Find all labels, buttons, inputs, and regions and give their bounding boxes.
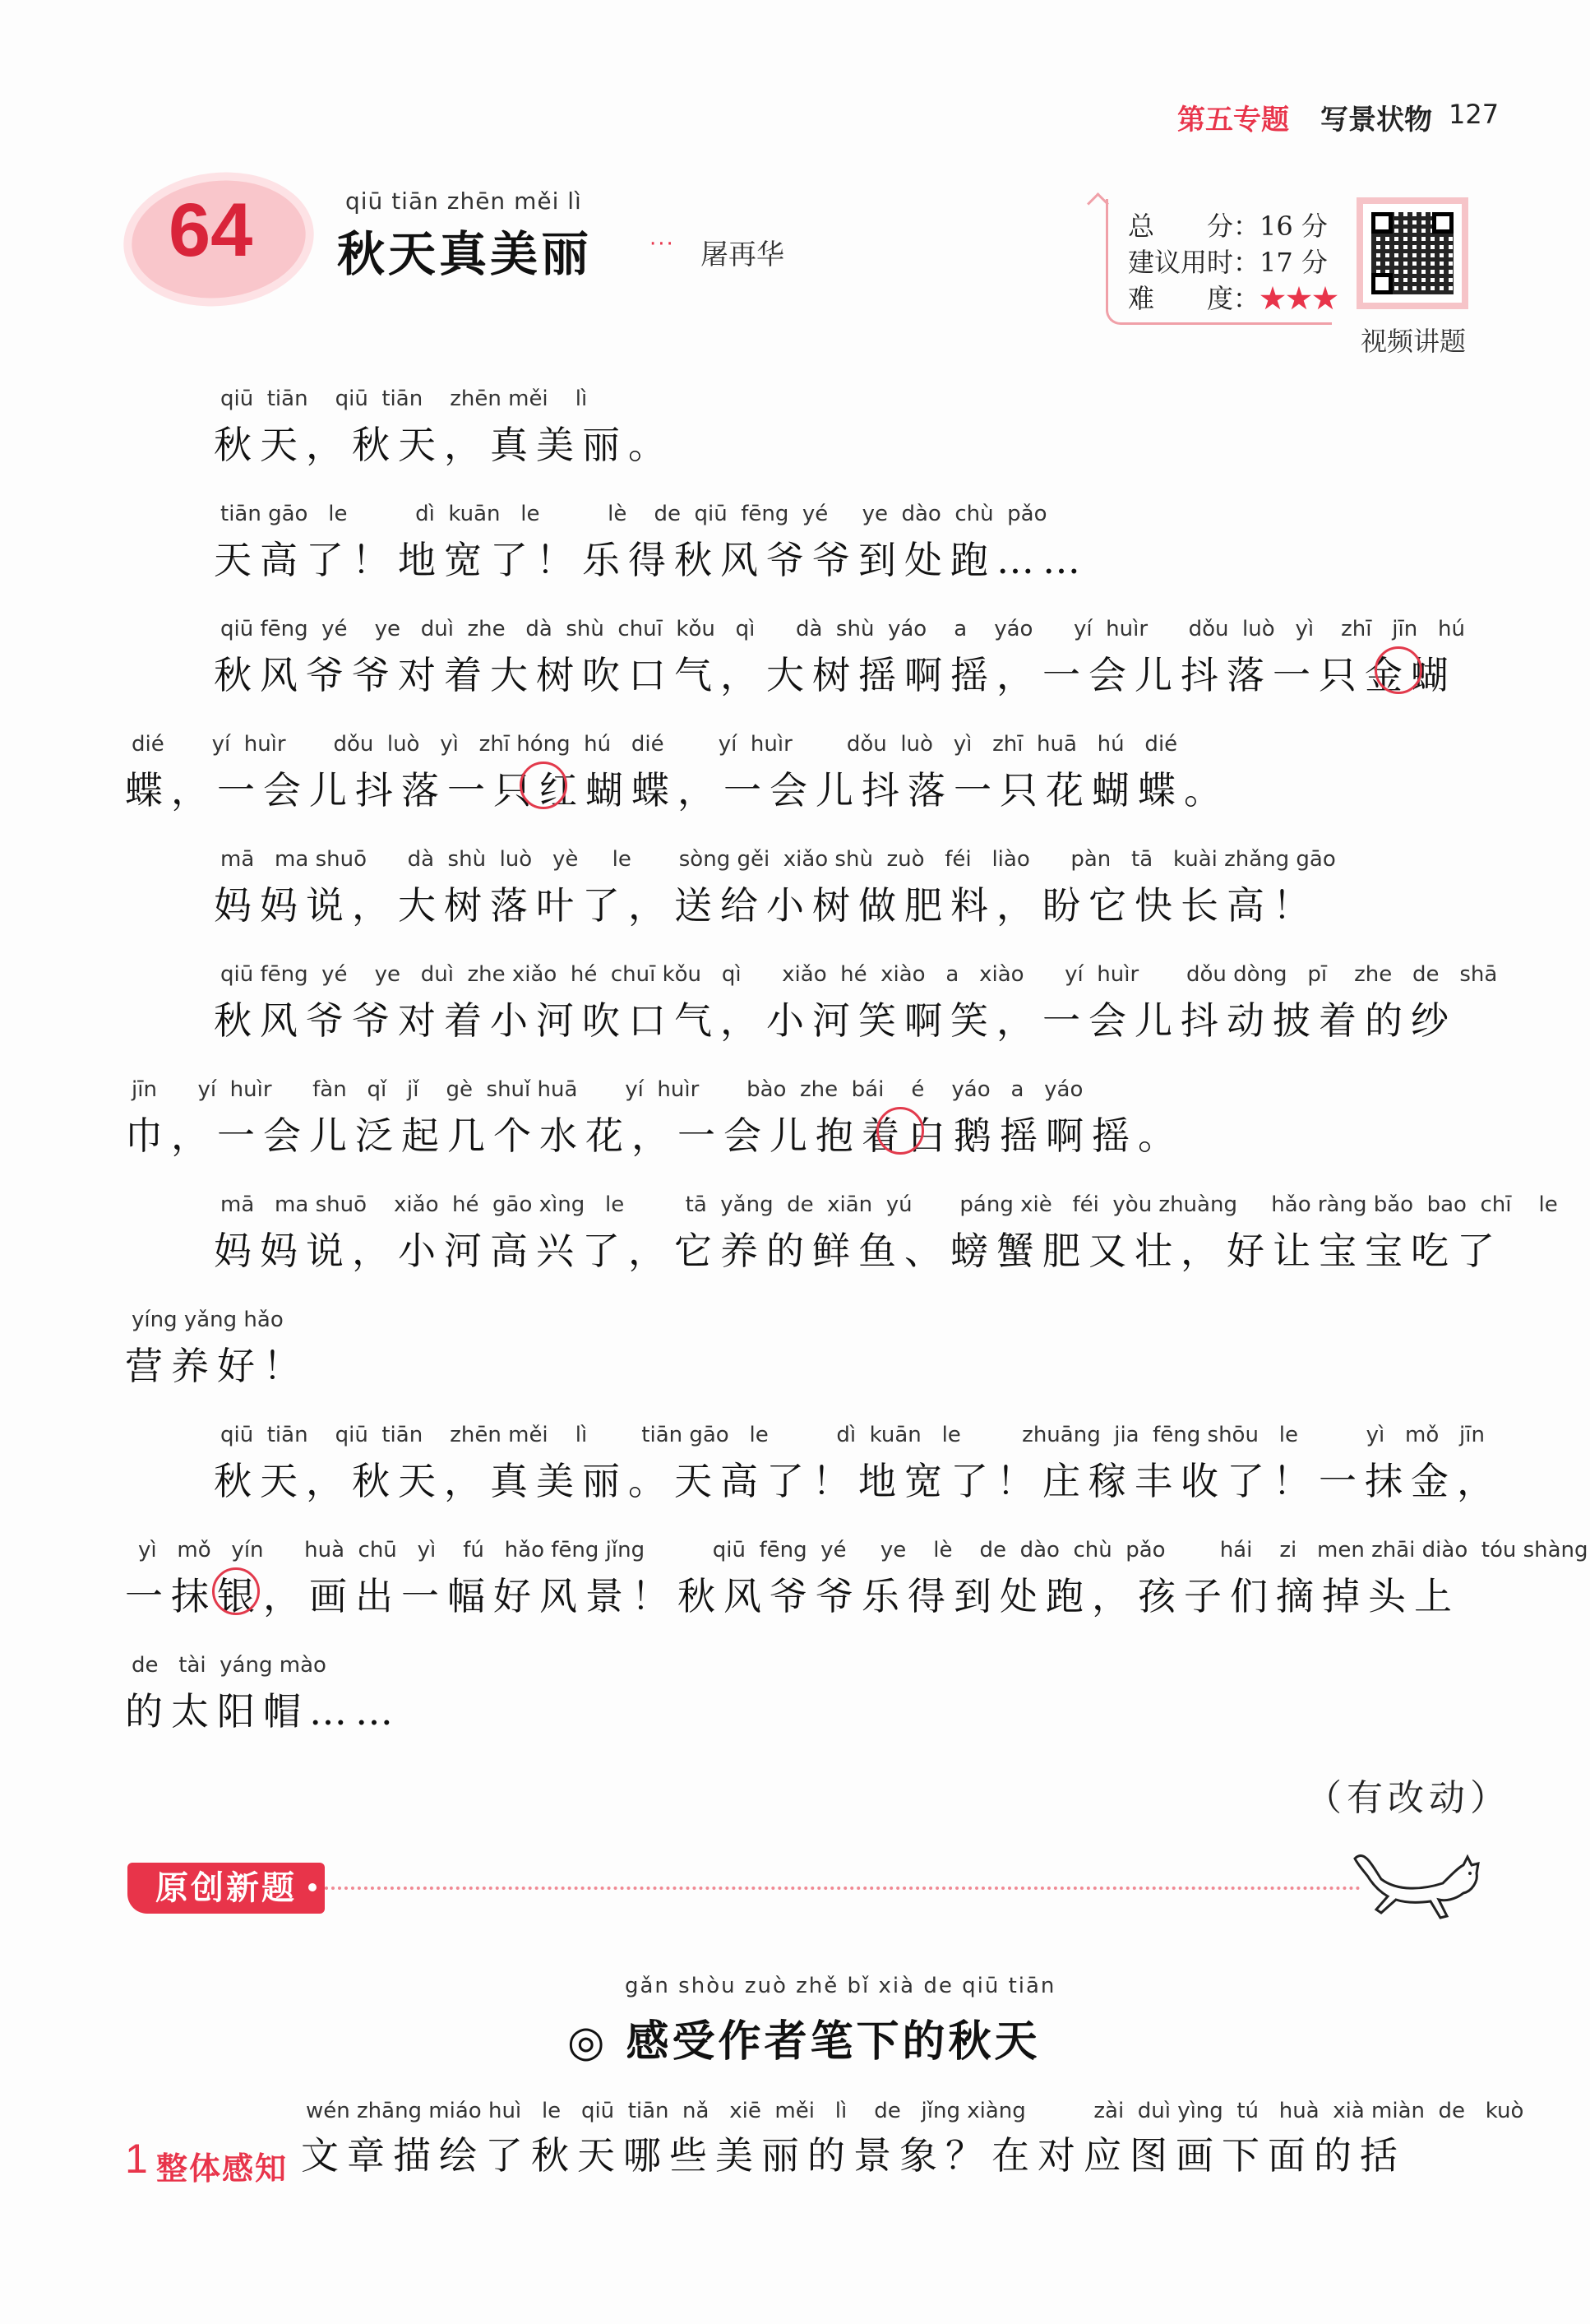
dotted-divider bbox=[325, 1887, 1361, 1890]
qr-code[interactable] bbox=[1357, 197, 1468, 309]
text-line: 妈妈说，小河高兴了，它养的鲜鱼、螃蟹肥又壮，好让宝宝吃了 bbox=[214, 1229, 1503, 1273]
pinyin-line: mā ma shuō xiǎo hé gāo xìng le tā yǎng de xiān yú páng xiè féi yòu zhuàng hǎo ràng bǎo bao chī le bbox=[220, 1192, 1558, 1217]
pinyin-line: yíng yǎng hǎo bbox=[132, 1308, 284, 1332]
difficulty-label: 难 度： bbox=[1128, 283, 1260, 314]
circle-mark bbox=[520, 762, 567, 809]
pinyin-line: tiān gāo le dì kuān le lè de qiū fēng yé ye dào chù pǎo bbox=[220, 502, 1047, 526]
pinyin-line: qiū fēng yé ye duì zhe xiǎo hé chuī kǒu qì xiǎo hé xiào a xiào yí huìr dǒu dòng pī zhe de shā bbox=[220, 962, 1498, 987]
question-text: 文章描绘了秋天哪些美丽的景象？在对应图画下面的括 bbox=[301, 2133, 1406, 2178]
text-line: 蝶，一会儿抖落一只红蝴蝶，一会儿抖落一只花蝴蝶。 bbox=[125, 768, 1230, 812]
section-title: ◎ 感受作者笔下的秋天 bbox=[567, 2017, 1041, 2067]
text-line: 秋风爷爷对着小河吹口气，小河笑啊笑，一会儿抖动披着的纱 bbox=[214, 998, 1457, 1043]
section-label: 第五专题 bbox=[1177, 104, 1289, 137]
text-line: 妈妈说，大树落叶了，送给小树做肥料，盼它快长高！ bbox=[214, 883, 1319, 928]
pinyin-line: de tài yáng mào bbox=[132, 1653, 326, 1678]
question-number: 1 bbox=[125, 2136, 148, 2182]
pinyin-line: mā ma shuō dà shù luò yè le sòng gěi xiǎo shù zuò féi liào pàn tā kuài zhǎng gāo bbox=[220, 847, 1336, 872]
pinyin-line: qiū fēng yé ye duì zhe dà shù chuī kǒu qì dà shù yáo a yáo yí huìr dǒu luò yì zhī jīn hú bbox=[220, 617, 1465, 641]
text-line: 秋天，秋天，真美丽。 bbox=[214, 423, 674, 467]
circle-mark bbox=[1375, 646, 1422, 694]
text-line: 巾，一会儿泛起几个水花，一会儿抱着白鹅摇啊摇。 bbox=[125, 1113, 1184, 1158]
lesson-number: 64 bbox=[169, 188, 253, 272]
question-tag: 整体感知 bbox=[156, 2150, 289, 2187]
text-line: 一抹银，画出一幅好风景！秋风爷爷乐得到处跑，孩子们摘掉头上 bbox=[125, 1574, 1460, 1618]
circle-mark bbox=[212, 1567, 260, 1615]
tag-dot bbox=[306, 1881, 319, 1894]
lesson-title: 秋天真美丽 bbox=[337, 226, 593, 282]
adaptation-note: （有改动） bbox=[1306, 1777, 1511, 1819]
topic-title: 写景状物 bbox=[1320, 104, 1432, 137]
qr-corner bbox=[1432, 212, 1454, 234]
cat-icon bbox=[1348, 1842, 1488, 1924]
author-name: 屠再华 bbox=[700, 238, 784, 271]
pinyin-line: qiū tiān qiū tiān zhēn měi lì bbox=[220, 387, 588, 411]
section-pinyin: gǎn shòu zuò zhě bǐ xià de qiū tiān bbox=[625, 1974, 1056, 1998]
text-line: 营养好！ bbox=[125, 1344, 309, 1388]
pinyin-line: jīn yí huìr fàn qǐ jǐ gè shuǐ huā yí huìr bào zhe bái é yáo a yáo bbox=[132, 1077, 1084, 1102]
text-line: 的太阳帽…… bbox=[125, 1689, 401, 1734]
info-difficulty bbox=[1128, 278, 1338, 316]
qr-corner bbox=[1371, 273, 1393, 294]
info-time: 建议用时：17 分 bbox=[1128, 247, 1328, 278]
text-line: 秋天，秋天，真美丽。天高了！地宽了！庄稼丰收了！一抹金， bbox=[214, 1459, 1503, 1503]
qr-corner bbox=[1371, 212, 1393, 234]
video-label: 视频讲题 bbox=[1361, 326, 1467, 357]
author-dots: ··· bbox=[649, 232, 675, 257]
question-pinyin: wén zhāng miáo huì le qiū tiān nǎ xiē měi lì de jǐng xiàng zài duì yìng tú huà xià miàn de kuò bbox=[306, 2099, 1524, 2123]
text-line: 秋风爷爷对着大树吹口气，大树摇啊摇，一会儿抖落一只金蝴 bbox=[214, 653, 1457, 697]
page-number: 127 bbox=[1449, 99, 1500, 130]
info-total: 总 分：16 分 bbox=[1128, 211, 1328, 242]
pinyin-line: qiū tiān qiū tiān zhēn měi lì tiān gāo le dì kuān le zhuāng jia fēng shōu le yì mǒ jīn bbox=[220, 1423, 1485, 1447]
new-question-tag: 原创新题 bbox=[127, 1863, 325, 1914]
pinyin-line: yì mǒ yín huà chū yì fú hǎo fēng jǐng qiū fēng yé ye lè de dào chù pǎo hái zi men zhāi diào tóu shàng bbox=[138, 1538, 1588, 1562]
difficulty-stars: ★★★ bbox=[1260, 283, 1339, 314]
title-pinyin: qiū tiān zhēn měi lì bbox=[345, 187, 582, 215]
pinyin-line: dié yí huìr dǒu luò yì zhī hóng hú dié yí huìr dǒu luò yì zhī huā hú dié bbox=[132, 732, 1178, 757]
circle-mark bbox=[876, 1107, 924, 1155]
text-line: 天高了！地宽了！乐得秋风爷爷到处跑…… bbox=[214, 538, 1089, 582]
